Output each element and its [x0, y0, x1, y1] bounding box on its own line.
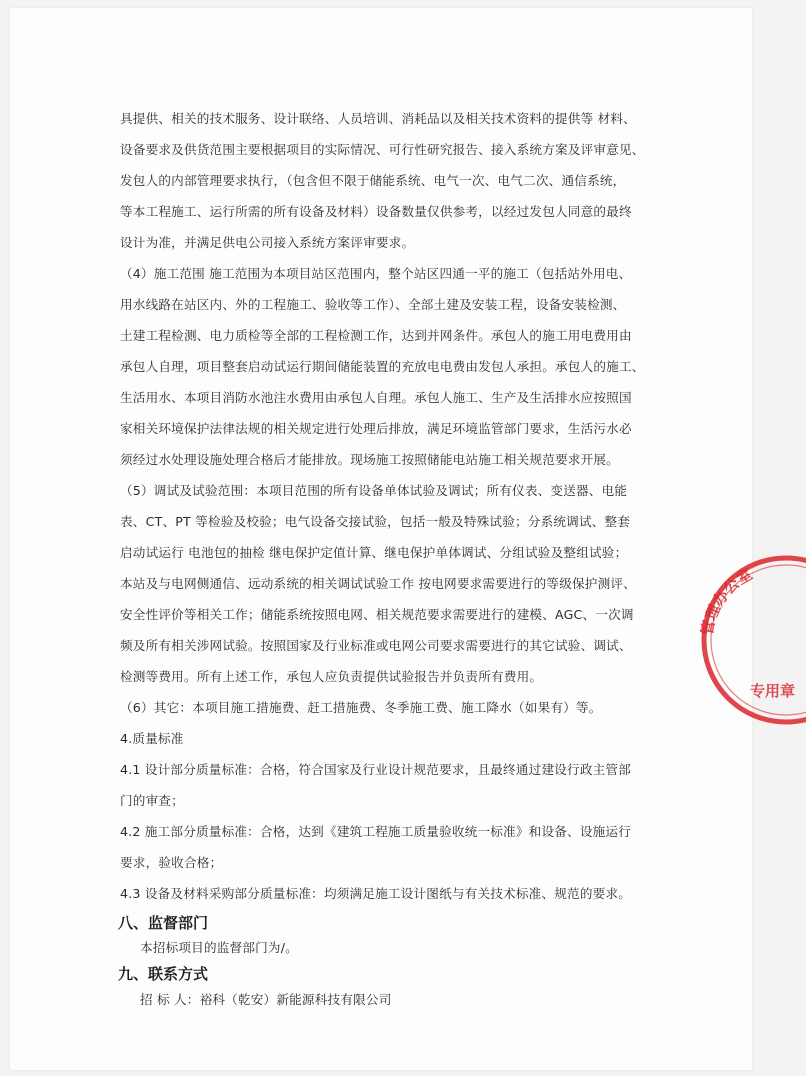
tenderer-contact: 招 标 人：裕科（乾安）新能源科技有限公司	[140, 992, 392, 1007]
text-line: 用水线路在站区内、外的工程施工、验收等工作）、全部土建及安装工程，设备安装检测、	[120, 297, 626, 312]
text-line: 发包人的内部管理要求执行，（包含但不限于储能系统、电气一次、电气二次、通信系统，	[120, 173, 626, 188]
text-line: 承包人自理，项目整套启动试运行期间储能装置的充放电电费由发包人承担。承包人的施工、	[120, 359, 645, 374]
section-8-text: 本招标项目的监督部门为/。	[140, 940, 298, 955]
text-line: 频及所有相关涉网试验。按照国家及行业标准或电网公司要求需要进行的其它试验、调试、	[120, 638, 632, 653]
text-line: 安全性评价等相关工作；储能系统按照电网、相关规范要求需要进行的建模、AGC、一次调	[120, 607, 634, 622]
text-line: 4.2 施工部分质量标准：合格，达到《建筑工程施工质量验收统一标准》和设备、设施运行	[120, 824, 631, 839]
official-seal-stamp	[698, 550, 806, 728]
section-subtitle: 4.质量标准	[120, 731, 184, 746]
text-line: 具提供、相关的技术服务、设计联络、人员培训、消耗品以及相关技术资料的提供等 材料、	[120, 111, 636, 126]
text-line: 检测等费用。所有上述工作，承包人应负责提供试验报告并负责所有费用。	[120, 669, 543, 684]
text-line: 土建工程检测、电力质检等全部的工程检测工作，达到并网条件。承包人的施工用电费用由	[120, 328, 632, 343]
text-line: 启动试运行 电池包的抽检 继电保护定值计算、继电保护单体调试、分组试验及整组试验；	[120, 545, 628, 560]
section-8-heading: 八、监督部门	[118, 914, 209, 932]
text-line: 门的审查；	[120, 793, 184, 808]
text-line: 要求，验收合格；	[120, 855, 223, 870]
text-line: 家相关环境保护法律法规的相关规定进行处理后排放，满足环境监管部门要求，生活污水必	[120, 421, 632, 436]
text-line: 4.3 设备及材料采购部分质量标准：均须满足施工设计图纸与有关技术标准、规范的要求。	[120, 886, 631, 901]
text-line: 生活用水、本项目消防水池注水费用由承包人自理。承包人施工、生产及生活排水应按照国	[120, 390, 632, 405]
text-line: 本站及与电网侧通信、远动系统的相关调试试验工作 按电网要求需要进行的等级保护测评、	[120, 576, 636, 591]
text-line: （4）施工范围 施工范围为本项目站区范围内，整个站区四通一平的施工（包括站外用电、	[120, 266, 632, 281]
seal-top-text: 管理办公室	[698, 565, 756, 637]
text-line: 4.1 设计部分质量标准：合格，符合国家及行业设计规范要求，且最终通过建设行政主管部	[120, 762, 631, 777]
text-line: 设计为准，并满足供电公司接入系统方案评审要求。	[120, 235, 415, 250]
document-page	[10, 8, 796, 1070]
section-9-heading: 九、联系方式	[118, 965, 209, 983]
text-line: 须经过水处理设施处理合格后才能排放。现场施工按照储能电站施工相关规范要求开展。	[120, 452, 619, 467]
seal-bottom-text: 专用章	[750, 682, 796, 700]
text-line: （5）调试及试验范围：本项目范围的所有设备单体试验及调试；所有仪表、变送器、电能	[120, 483, 628, 498]
text-line: 表、CT、PT 等检验及校验；电气设备交接试验，包括一般及特殊试验；分系统调试、整套	[120, 514, 631, 529]
text-line: 等本工程施工、运行所需的所有设备及材料）设备数量仅供参考，以经过发包人同意的最终	[120, 204, 632, 219]
text-line: 设备要求及供货范围主要根据项目的实际情况、可行性研究报告、接入系统方案及评审意见、	[120, 142, 645, 157]
svg-text:管理办公室	[698, 565, 755, 637]
text-line: （6）其它：本项目施工措施费、赶工措施费、冬季施工费、施工降水（如果有）等。	[120, 700, 602, 715]
